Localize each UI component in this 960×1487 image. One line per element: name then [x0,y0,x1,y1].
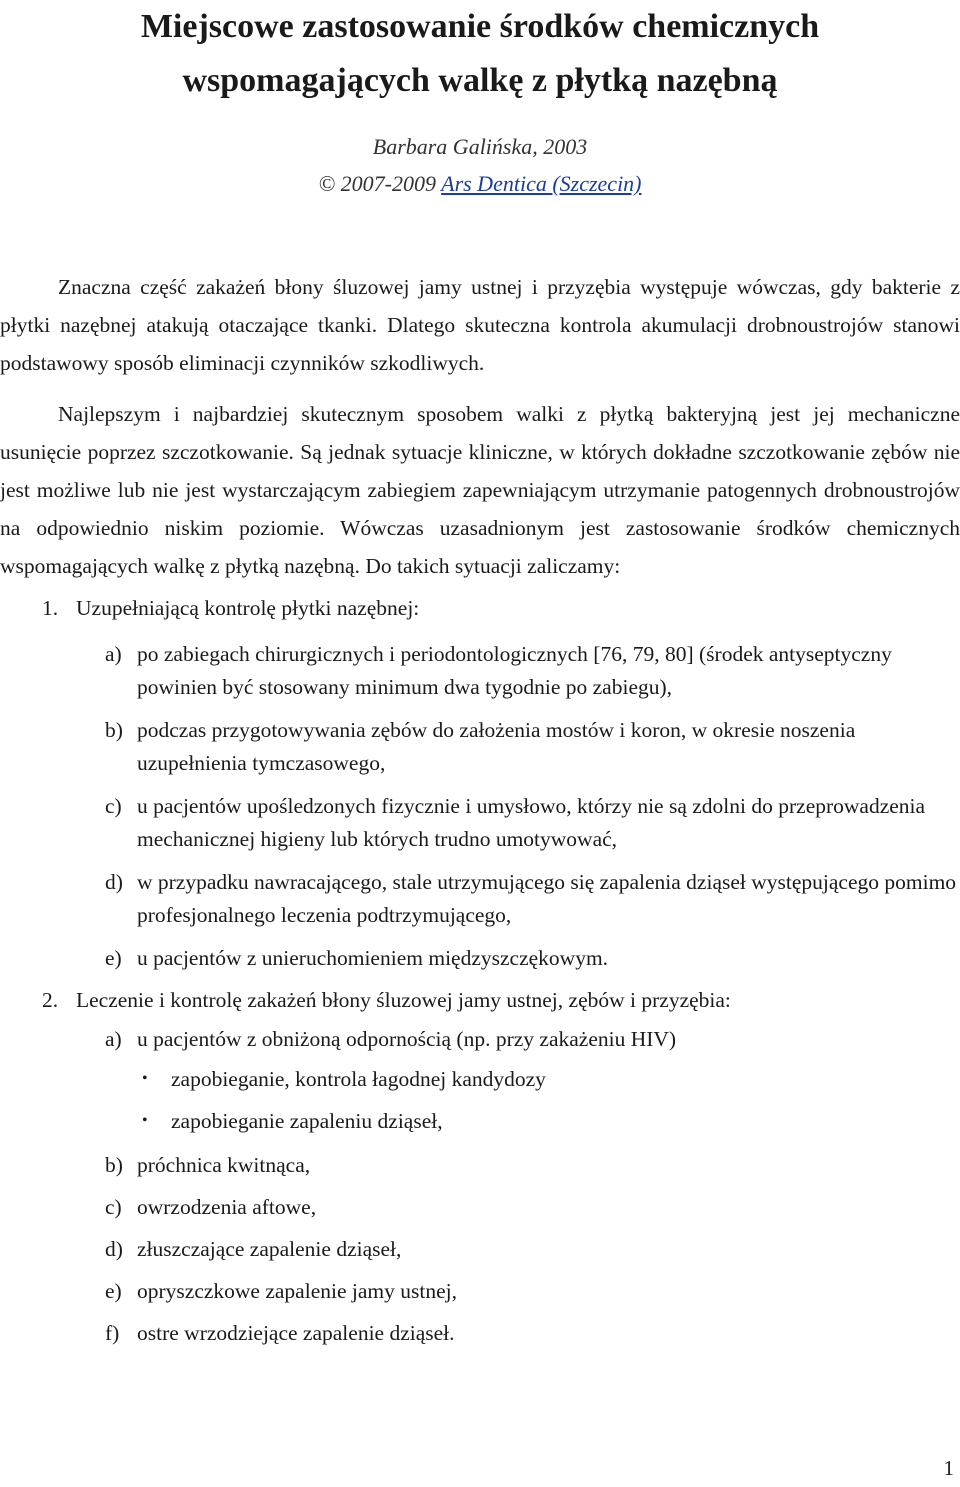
title-line-2: wspomagających walkę z płytką nazębną [182,62,778,99]
paragraph-1: Znaczna część zakażeń błony śluzowej jamy ustnej i przyzębia występuje wówczas, gdy bakterie z płytki nazębnej atakują otaczające tkanki. Dlatego skuteczna kontrola akumulacji drobnoustrojów stanowi podstawowy sposób eliminacji czynników szkodliwych. [0,275,960,375]
title-line-1: Miejscowe zastosowanie środków chemicznych [140,8,820,45]
sub-item-text: owrzodzenia aftowe, [137,1195,317,1219]
sub-item-letter: e) [105,1279,122,1303]
sub-item-text: złuszczające zapalenie dziąseł, [137,1237,402,1261]
sub-item-text: podczas przygotowywania zębów do założenia mostów i koron, w okresie noszenia uzupełnienia tymczasowego, [137,718,856,775]
bullet-icon: • [142,1112,148,1129]
list-item-2 [0,981,960,1019]
sub-item-letter: f) [105,1321,120,1345]
author-line: Barbara Galińska, 2003 [372,134,588,159]
list-number: 2. [42,988,59,1012]
sub-item-letter: b) [105,1153,123,1177]
sub-item-1d [0,866,960,932]
sub-item-2e [0,1275,960,1308]
bullet-text: zapobieganie, kontrola łagodnej kandydozy [171,1067,546,1091]
sub-item-letter: d) [105,870,123,894]
sub-item-text: po zabiegach chirurgicznych i periodontologicznych [76, 79, 80] (środek antyseptyczny powinien być stosowany minimum dwa tygodnie po zabiegu), [137,642,892,699]
document-body [0,268,960,1350]
sub-item-1b [0,714,960,780]
sub-item-2a [0,1023,960,1056]
list-item-text: Leczenie i kontrolę zakażeń błony śluzowej jamy ustnej, zębów i przyzębia: [76,988,731,1012]
bullet-icon: • [142,1070,148,1087]
sub-item-letter: e) [105,946,122,970]
list-item-text: Uzupełniającą kontrolę płytki nazębnej: [76,596,420,620]
sub-item-letter: c) [105,794,122,818]
sub-item-text: próchnica kwitnąca, [137,1153,311,1177]
bullet-item-2 [0,1102,960,1140]
page-number: 1 [943,1456,954,1480]
sub-item-text: u pacjentów z unieruchomieniem międzyszczękowym. [137,946,609,970]
sub-item-1a [0,638,960,704]
sub-item-text: opryszczkowe zapalenie jamy ustnej, [137,1279,457,1303]
sub-item-letter: d) [105,1237,123,1261]
bullet-text: zapobieganie zapaleniu dziąseł, [171,1109,443,1133]
copyright-text: © 2007-2009 [318,171,442,196]
sub-item-1c [0,790,960,856]
sub-item-letter: b) [105,718,123,742]
sub-item-text: u pacjentów z obniżoną odpornością (np. przy zakażeniu HIV) [137,1027,677,1051]
sub-item-2b [0,1149,960,1182]
sub-item-2d [0,1233,960,1266]
list-item-1 [0,589,960,627]
bullet-item-1 [0,1060,960,1098]
sub-item-letter: a) [105,642,122,666]
sub-item-2f [0,1317,960,1350]
sub-item-text: u pacjentów upośledzonych fizycznie i umysłowo, którzy nie są zdolni do przeprowadzenia mechanicznej higieny lub których trudno umotywować, [137,794,926,851]
list-number: 1. [42,596,59,620]
ars-dentica-link[interactable]: Ars Dentica (Szczecin) [441,171,642,196]
paragraph-2: Najlepszym i najbardziej skutecznym sposobem walki z płytką bakteryjną jest jej mechaniczne usunięcie poprzez szczotkowanie. Są jednak sytuacje kliniczne, w których dokładne szczotkowanie zębów nie jest możliwe lub nie jest wystarczającym zabiegiem zapewniającym utrzymanie patogennych drobnoustrojów na odpowiednio niskim poziomie. Wówczas uzasadnionym jest zastosowanie środków chemicznych wspomagających walkę z płytką nazębną. Do takich sytuacji zaliczamy: [0,402,960,578]
sub-item-text: w przypadku nawracającego, stale utrzymującego się zapalenia dziąseł występującego pomimo profesjonalnego leczenia podtrzymującego, [137,870,957,927]
sub-item-letter: c) [105,1195,122,1219]
sub-item-1e [0,942,960,975]
page-title [0,0,960,108]
copyright-line [0,165,960,202]
sub-item-text: ostre wrzodziejące zapalenie dziąseł. [137,1321,455,1345]
sub-item-letter: a) [105,1027,122,1051]
sub-item-2c [0,1191,960,1224]
